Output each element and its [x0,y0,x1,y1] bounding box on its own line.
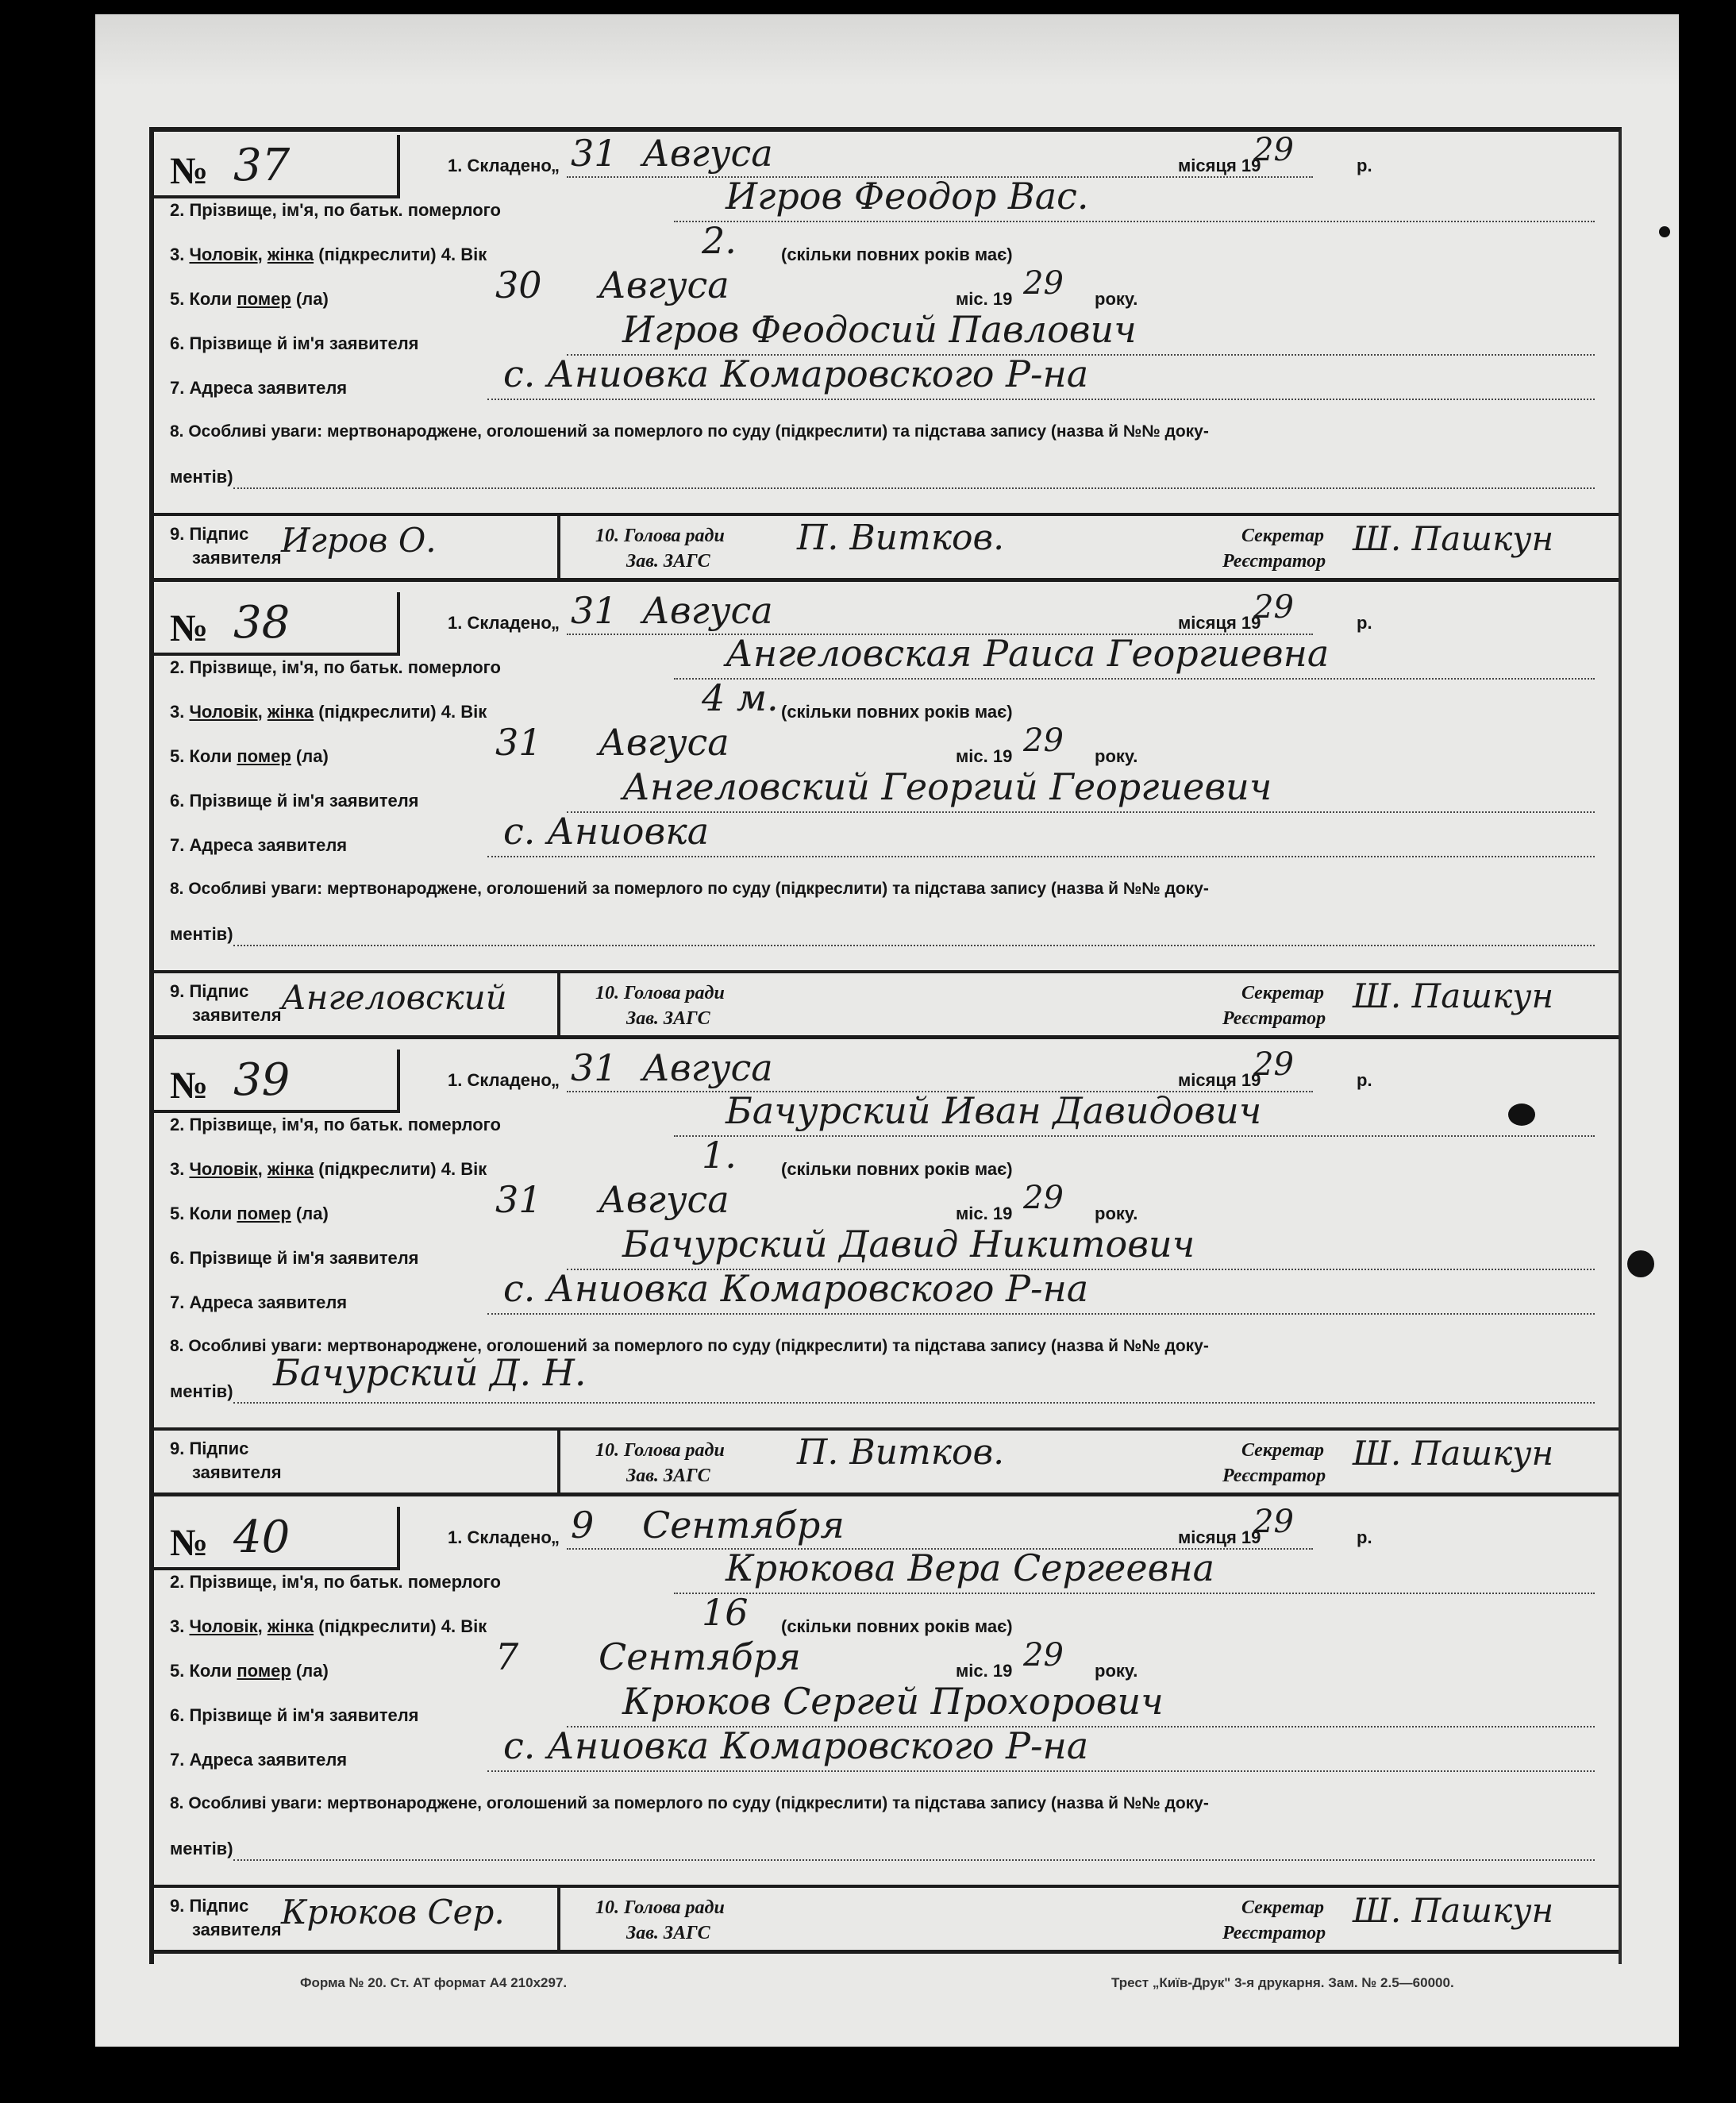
death-date-label [170,1661,329,1681]
ink-blot [1659,226,1670,237]
record-number: 38 [233,597,291,649]
sex-label [170,702,487,722]
compiled-day: 31 [571,132,618,175]
line-notes-cont [154,908,1619,946]
declarant-signature-box [154,516,560,578]
month-label: місяця 19 [1178,1527,1261,1547]
address-label: 7. Адреса заявителя [170,1292,348,1312]
sex-sep: , [257,1616,268,1636]
age: 4 м. [702,676,779,719]
dotted-line [487,399,1595,400]
age: 16 [702,1591,749,1634]
declarant-name: Крюков Сергей Прохорович [622,1680,1164,1723]
death-year-suffix: року. [1095,289,1138,309]
death-record [154,589,1619,1046]
line-address [154,810,1619,857]
death-died: помер [237,289,291,309]
secretary-label: Секретар [1241,526,1324,546]
registrar-label: Реєстратор [1222,1923,1326,1943]
line-sex-age [154,676,1619,724]
deceased-name-label: 2. Прізвище, ім'я, по батьк. померлого [170,200,501,220]
sex-woman: жінка [267,245,314,264]
deceased-name: Ангеловская Раиса Георгиевна [726,632,1330,675]
secretary-signature: Ш. Пашкун [1353,976,1554,1015]
declarant-address: с. Аниовка [503,810,710,853]
deceased-name-label: 2. Прізвище, ім'я, по батьк. померлого [170,1572,501,1592]
year-suffix: р. [1357,613,1372,633]
form-footer-right: Трест „Київ-Друк" 3-я друкарня. Зам. № 2.5—60000. [1111,1975,1454,1990]
death-prefix: 5. Коли [170,1661,237,1681]
record-number-label: № [170,150,209,192]
death-date-label [170,746,329,767]
head-signature: П. Витков. [797,518,1005,558]
month-label: місяця 19 [1178,156,1261,175]
line-notes [154,1778,1619,1816]
quote-mark: „ [551,156,560,175]
compiled-label: 1. Складено [448,1527,552,1547]
declarant-signature: Ангеловский [281,978,507,1017]
death-month: Авгуса [599,721,729,764]
deceased-name: Крюкова Вера Сергеевна [726,1546,1215,1589]
dotted-line [233,1859,1595,1861]
death-day: 7 [495,1635,519,1678]
death-paren-open: ( [291,1204,302,1223]
compiled-month: Сентября [642,1504,845,1546]
record-number: 37 [233,140,291,191]
sign-label: 9. Підпис [170,524,249,544]
death-paren-close: ) [322,289,329,309]
death-year: 29 [1023,265,1064,302]
line-death-date [154,264,1619,311]
age-suffix: (скільки повних років має) [781,245,1013,264]
signature-row [154,1885,1619,1954]
declarant-signature-box [154,1431,560,1493]
secretary-signature: Ш. Пашкун [1353,1891,1554,1930]
line-sex-age [154,219,1619,267]
sex-suffix: (підкреслити) 4. Вік [314,1159,487,1179]
compiled-month: Авгуса [642,132,773,175]
declarant-signature: Игров О. [281,521,437,560]
declarant-signature: Крюков Сер. [281,1893,505,1932]
line-death-date [154,1178,1619,1226]
registrar-label: Реєстратор [1222,1466,1326,1486]
line-compiled [154,589,1619,635]
declarant-label: 6. Прізвище й ім'я заявителя [170,1248,419,1268]
dotted-line [487,856,1595,857]
sex-prefix: 3. [170,245,190,264]
sex-prefix: 3. [170,702,190,722]
dotted-line [674,1135,1595,1137]
compiled-year: 29 [1253,1046,1294,1083]
death-died: помер [237,746,291,766]
death-la: ла [302,289,323,309]
death-died: помер [237,1661,291,1681]
ink-blot [1627,1250,1654,1277]
notes-label: 8. Особливі уваги: мертвонароджене, оголошений за померлого по суду (підкреслити) та підстава запису (назва й №№ доку- [170,1337,1209,1355]
age-suffix: (скільки повних років має) [781,1159,1013,1179]
death-paren-close: ) [322,1204,329,1223]
sex-suffix: (підкреслити) 4. Вік [314,702,487,722]
line-sex-age [154,1591,1619,1639]
notes-value: Бачурский Д. Н. [273,1351,587,1394]
declarant-signature-box [154,1888,560,1950]
head-label: 10. Голова ради [595,983,725,1003]
dotted-line [674,678,1595,680]
deceased-name-label: 2. Прізвище, ім'я, по батьк. померлого [170,1115,501,1134]
compiled-month: Авгуса [642,589,773,632]
dotted-line [233,1402,1595,1404]
line-deceased-name [154,632,1619,680]
line-address [154,352,1619,400]
address-label: 7. Адреса заявителя [170,835,348,855]
death-prefix: 5. Коли [170,746,237,766]
deceased-name-label: 2. Прізвище, ім'я, по батьк. померлого [170,657,501,677]
line-address [154,1267,1619,1315]
age: 2. [702,219,737,262]
sign-label-cont: заявителя [192,1920,282,1939]
year-suffix: р. [1357,1070,1372,1090]
record-number-label: № [170,607,209,649]
sign-label: 9. Підпис [170,1896,249,1916]
compiled-day: 9 [571,1504,595,1546]
registry-head-label: Зав. ЗАГС [626,1466,710,1486]
sex-sep: , [257,702,268,722]
line-sex-age [154,1134,1619,1181]
line-notes [154,864,1619,902]
death-record [154,132,1619,589]
death-month: Авгуса [599,264,729,306]
death-prefix: 5. Коли [170,1204,237,1223]
secretary-label: Секретар [1241,1897,1324,1918]
death-paren-open: ( [291,1661,302,1681]
sex-prefix: 3. [170,1159,190,1179]
sign-label-cont: заявителя [192,1462,282,1482]
death-prefix: 5. Коли [170,289,237,309]
declarant-label: 6. Прізвище й ім'я заявителя [170,1705,419,1725]
age: 1. [702,1134,737,1177]
sign-label: 9. Підпис [170,981,249,1001]
declarant-label: 6. Прізвище й ім'я заявителя [170,333,419,353]
record-number-label: № [170,1065,209,1107]
head-signature: П. Витков. [797,1432,1005,1473]
line-deceased-name [154,1089,1619,1137]
sex-sep: , [257,1159,268,1179]
line-notes [154,406,1619,445]
death-year: 29 [1023,1637,1064,1674]
dotted-line [487,1770,1595,1772]
declarant-name: Ангеловский Георгий Георгиевич [622,765,1272,808]
compiled-day: 31 [571,1046,618,1089]
line-declarant [154,308,1619,356]
death-year-suffix: року. [1095,1204,1138,1223]
sex-woman: жінка [267,702,314,722]
declarant-label: 6. Прізвище й ім'я заявителя [170,791,419,811]
quote-mark: „ [551,1527,560,1547]
notes-label: 8. Особливі уваги: мертвонароджене, оголошений за померлого по суду (підкреслити) та підстава запису (назва й №№ доку- [170,1794,1209,1812]
compiled-day: 31 [571,589,618,632]
dotted-line [674,1593,1595,1594]
sex-prefix: 3. [170,1616,190,1636]
dotted-line [567,811,1595,813]
death-month-label: міс. 19 [956,289,1013,309]
month-label: місяця 19 [1178,613,1261,633]
signature-row [154,970,1619,1039]
death-year: 29 [1023,1180,1064,1216]
line-deceased-name [154,1546,1619,1594]
ink-blot [1508,1103,1535,1126]
line-compiled [154,1504,1619,1550]
notes-label: 8. Особливі уваги: мертвонароджене, оголошений за померлого по суду (підкреслити) та підстава запису (назва й №№ доку- [170,880,1209,898]
line-compiled [154,132,1619,178]
death-died: помер [237,1204,291,1223]
dotted-line [487,1313,1595,1315]
dotted-line [674,221,1595,222]
line-compiled [154,1046,1619,1092]
sign-label-cont: заявителя [192,1005,282,1025]
declarant-address: с. Аниовка Комаровского Р-на [503,1267,1089,1310]
sex-woman: жінка [267,1616,314,1636]
notes-label-cont: ментів) [170,924,233,944]
declarant-name: Бачурский Давид Никитович [622,1223,1195,1265]
registry-head-label: Зав. ЗАГС [626,551,710,572]
compiled-label: 1. Складено [448,613,552,633]
sex-label [170,1159,487,1180]
quote-mark: „ [551,1070,560,1090]
death-la: ла [302,1661,323,1681]
month-label: місяця 19 [1178,1070,1261,1090]
death-day: 31 [495,721,542,764]
quote-mark: „ [551,613,560,633]
death-day: 31 [495,1178,542,1221]
death-record [154,1504,1619,1961]
registrar-label: Реєстратор [1222,1008,1326,1029]
death-month-label: міс. 19 [956,746,1013,766]
declarant-signature-box [154,973,560,1035]
sex-woman: жінка [267,1159,314,1179]
notes-label-cont: ментів) [170,1839,233,1858]
death-la: ла [302,1204,323,1223]
record-number: 40 [233,1512,291,1563]
line-notes-cont [154,451,1619,489]
declarant-address: с. Аниовка Комаровского Р-на [503,352,1089,395]
secretary-label: Секретар [1241,983,1324,1003]
death-date-label [170,289,329,310]
death-paren-open: ( [291,746,302,766]
sex-label [170,245,487,265]
signature-row [154,513,1619,582]
registry-head-label: Зав. ЗАГС [626,1008,710,1029]
sign-label: 9. Підпис [170,1439,249,1458]
head-label: 10. Голова ради [595,526,725,546]
sex-man: Чоловік [189,1159,258,1179]
compiled-year: 29 [1253,589,1294,626]
death-paren-close: ) [322,746,329,766]
sex-suffix: (підкреслити) 4. Вік [314,245,487,264]
death-month-label: міс. 19 [956,1204,1013,1223]
compiled-year: 29 [1253,1504,1294,1540]
line-declarant [154,1223,1619,1270]
compiled-label: 1. Складено [448,156,552,175]
deceased-name: Игров Феодор Вас. [726,175,1089,218]
compiled-month: Авгуса [642,1046,773,1089]
declarant-address: с. Аниовка Комаровского Р-на [503,1724,1089,1767]
age-suffix: (скільки повних років має) [781,702,1013,722]
age-suffix: (скільки повних років має) [781,1616,1013,1636]
sex-sep: , [257,245,268,264]
address-label: 7. Адреса заявителя [170,378,348,398]
deceased-name: Бачурский Иван Давидович [726,1089,1262,1132]
notes-label-cont: ментів) [170,1381,233,1401]
record-number-label: № [170,1522,209,1564]
head-label: 10. Голова ради [595,1440,725,1461]
death-day: 30 [495,264,542,306]
signature-row [154,1427,1619,1496]
compiled-year: 29 [1253,132,1294,168]
registry-head-label: Зав. ЗАГС [626,1923,710,1943]
form-footer-left: Форма № 20. Ст. АТ формат А4 210х297. [300,1975,568,1990]
line-death-date [154,1635,1619,1683]
notes-label-cont: ментів) [170,467,233,487]
line-declarant [154,765,1619,813]
line-notes-cont [154,1351,1619,1404]
year-suffix: р. [1357,1527,1372,1547]
line-deceased-name [154,175,1619,222]
declarant-name: Игров Феодосий Павлович [622,308,1137,351]
sex-man: Чоловік [189,702,258,722]
sex-man: Чоловік [189,1616,258,1636]
death-date-label [170,1204,329,1224]
line-death-date [154,721,1619,768]
death-paren-open: ( [291,289,302,309]
notes-label: 8. Особливі уваги: мертвонароджене, оголошений за померлого по суду (підкреслити) та підстава запису (назва й №№ доку- [170,422,1209,441]
line-notes-cont [154,1823,1619,1861]
line-address [154,1724,1619,1772]
death-record [154,1046,1619,1504]
dotted-line [233,945,1595,946]
death-year-suffix: року. [1095,1661,1138,1681]
sex-suffix: (підкреслити) 4. Вік [314,1616,487,1636]
compiled-label: 1. Складено [448,1070,552,1090]
death-year: 29 [1023,722,1064,759]
sex-man: Чоловік [189,245,258,264]
secretary-signature: Ш. Пашкун [1353,519,1554,558]
sex-label [170,1616,487,1637]
death-register-form [149,127,1622,1964]
sign-label-cont: заявителя [192,548,282,568]
record-number: 39 [233,1054,291,1106]
dotted-line [233,487,1595,489]
year-suffix: р. [1357,156,1372,175]
secretary-signature: Ш. Пашкун [1353,1434,1554,1473]
paper-edge [95,14,1679,86]
death-month: Сентября [599,1635,801,1678]
death-month-label: міс. 19 [956,1661,1013,1681]
death-la: ла [302,746,323,766]
secretary-label: Секретар [1241,1440,1324,1461]
death-month: Авгуса [599,1178,729,1221]
head-label: 10. Голова ради [595,1897,725,1918]
registrar-label: Реєстратор [1222,551,1326,572]
death-year-suffix: року. [1095,746,1138,766]
death-paren-close: ) [322,1661,329,1681]
address-label: 7. Адреса заявителя [170,1750,348,1770]
line-declarant [154,1680,1619,1727]
